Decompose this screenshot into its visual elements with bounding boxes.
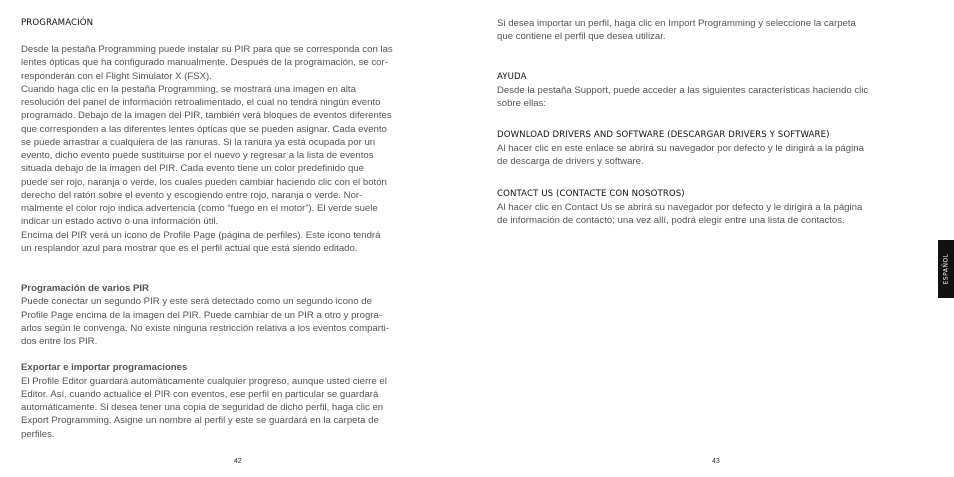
- contact-paragraph: Al hacer clic en Contact Us se abrirá su navegador por defecto y le dirigirá a la página de información de contacto; una vez allí, podrá elegir entre una lista de contactos.: [497, 201, 863, 226]
- heading-download-drivers: DOWNLOAD DRIVERS AND SOFTWARE (DESCARGAR DRIVERS Y SOFTWARE): [497, 130, 830, 140]
- heading-ayuda: AYUDA: [497, 71, 527, 82]
- ayuda-paragraph: Desde la pestaña Support, puede acceder a las siguientes características haciendo clic sobre ellas:: [497, 84, 869, 109]
- heading-contact-us: CONTACT US (CONTACTE CON NOSOTROS): [497, 188, 685, 199]
- left-column: [21, 17, 457, 441]
- import-paragraph: Si desea importar un perfil, haga clic en Import Programming y seleccione la carpeta que contiene el perfil que desea utilizar.: [497, 18, 856, 43]
- export-paragraph: El Profile Editor guardará automáticamente cualquier progreso, aunque usted cierre el Editor. Así, cuando actualice el PIR con eventos, ese perfil en particular se guardará automáticamente. Si desea tener una copia de seguridad de dicho perfil, haga clic en Export Programming. Asigne un nombre al perfil y este se guardará en la carpeta de perfiles.: [21, 375, 387, 440]
- programming-paragraph: Desde la pestaña Programming puede instalar su PIR para que se corresponda con las lentes ópticas que ha configurado manualmente. Después de la programación, se cor- responderán con el Flight Simulator X (FSX). Cuando haga clic en la pestaña Programming, se mostrará una imagen en alta resolución del panel de información retroalimentado, el cual no tendrá ningún evento programado. Debajo de la imagen del PIR, también verá bloques de eventos diferentes que corresponden a las diferentes lentes ópticas que se pueden asignar. Cada evento se puede arrastrar a cualquiera de las ranuras. Si la ranura ya está ocupada por un evento, dicho evento puede sustituirse por el nuevo y regresar a la lista de eventos situada debajo de la imagen del PIR. Cada evento tiene un color predefinido que puede ser rojo, naranja o verde, los cuales pueden cambiar haciendo clic con el botón derecho del ratón sobre el evento y escogiendo entre rojo, naranja o verde. Nor- malmente el color rojo indica advertencia (como “fuego en el motor”). El verde suele indicar un estado activo o una información útil. Encima del PIR verá un icono de Profile Page (página de perfiles). Este icono tendrá un resplandor azul para mostrar que es el perfil actual que está siendo editado.: [21, 44, 393, 254]
- page-number-right: 43: [712, 458, 720, 465]
- language-tab: [938, 240, 954, 298]
- subhead-export-import: Exportar e importar programaciones: [21, 362, 188, 374]
- right-column: [497, 17, 927, 227]
- subhead-multiple-pir: Programación de varios PIR: [21, 283, 149, 294]
- page-number-left: 42: [234, 458, 242, 465]
- heading-programacion: PROGRAMACIÓN: [21, 18, 94, 28]
- multiple-pir-paragraph: Puede conectar un segundo PIR y este será detectado como un segundo icono de Profile Page encima de la imagen del PIR. Puede cambiar de un PIR a otro y progra- arlos según le convenga. No existe ninguna restricción relativa a los eventos comparti- dos entre los PIR.: [21, 296, 389, 347]
- right-page: [477, 0, 954, 477]
- language-tab-label: ESPAÑOL: [942, 253, 950, 285]
- download-paragraph: Al hacer clic en este enlace se abrirá su navegador por defecto y le dirigirá a la página de descarga de drivers y software.: [497, 143, 864, 168]
